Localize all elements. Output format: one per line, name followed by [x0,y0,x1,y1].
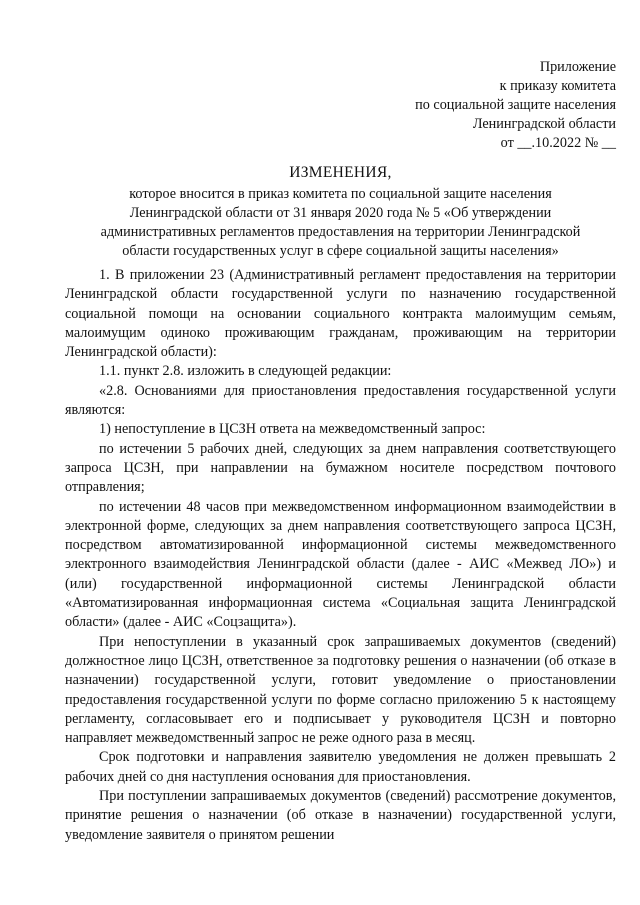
subtitle-line-3: административных регламентов предоставления на территории Ленинградской [100,224,581,240]
appendix-line-2: к приказу комитета [499,78,616,94]
paragraph-3: «2.8. Основаниями для приостановления предоставления государственной услуги являются: [65,382,616,419]
appendix-line-5: от __.10.2022 № __ [500,135,616,151]
appendix-line-3: по социальной защите населения [415,97,616,113]
title-block [65,163,616,261]
appendix-line-4: Ленинградской области [472,116,616,132]
paragraph-5: по истечении 5 рабочих дней, следующих за днем направления соответствующего запроса ЦСЗН, при направлении на бумажном носителе посредством почтового отправления; [65,440,616,496]
paragraph-1: 1. В приложении 23 (Административный регламент предоставления на территории Ленинградской области государственной услуги по назначению государственной социальной помощи на основании социального контракта малоимущим семьям, малоимущим одиноко проживающим гражданам, проживающим на территории Ленинградской области): [65,267,616,361]
paragraph-7: При непоступлении в указанный срок запрашиваемых документов (сведений) должностное лицо ЦСЗН, ответственное за подготовку решения о назначении (об отказе в назначении) государственной услуги, готовит уведомление о приостановлении предоставления государственной услуги по форме согласно приложению 5 к настоящему регламенту, согласовывает его и подписывает у руководителя ЦСЗН и повторно направляет межведомственный запрос не реже одного раза в месяц. [65,633,616,747]
subtitle-line-2: Ленинградской области от 31 января 2020 года № 5 «Об утверждении [129,205,552,221]
paragraph-6: по истечении 48 часов при межведомственном информационном взаимодействии в электронной форме, следующих за днем направления соответствующего запроса ЦСЗН, посредством автоматизированной информационной системы межведомственного электронного взаимодействия Ленинградской области (далее - АИС «Межвед ЛО») и (или) государственной информационной системы Ленинградской области «Автоматизированная информационная система «Социальная защита Ленинградской области» (далее - АИС «Соцзащита»). [65,498,616,631]
paragraph-8: Срок подготовки и направления заявителю уведомления не должен превышать 2 рабочих дней со дня наступления основания для приостановления. [65,749,616,785]
paragraph-2: 1.1. пункт 2.8. изложить в следующей редакции: [99,363,392,380]
appendix-header [415,58,616,153]
document-title: ИЗМЕНЕНИЯ, [289,164,392,181]
subtitle-line-4: области государственных услуг в сфере социальной защиты населения» [122,243,559,259]
document-body [65,266,616,845]
document-subtitle [65,185,616,261]
subtitle-line-1: которое вносится в приказ комитета по социальной защите населения [129,186,552,202]
appendix-line-1: Приложение [539,59,616,75]
paragraph-9: При поступлении запрашиваемых документов (сведений) рассмотрение документов, принятие решения о назначении (об отказе в назначении) государственной услуги, уведомление заявителя о принятом решении [65,788,616,843]
paragraph-4: 1) непоступление в ЦСЗН ответа на межведомственный запрос: [99,421,486,438]
